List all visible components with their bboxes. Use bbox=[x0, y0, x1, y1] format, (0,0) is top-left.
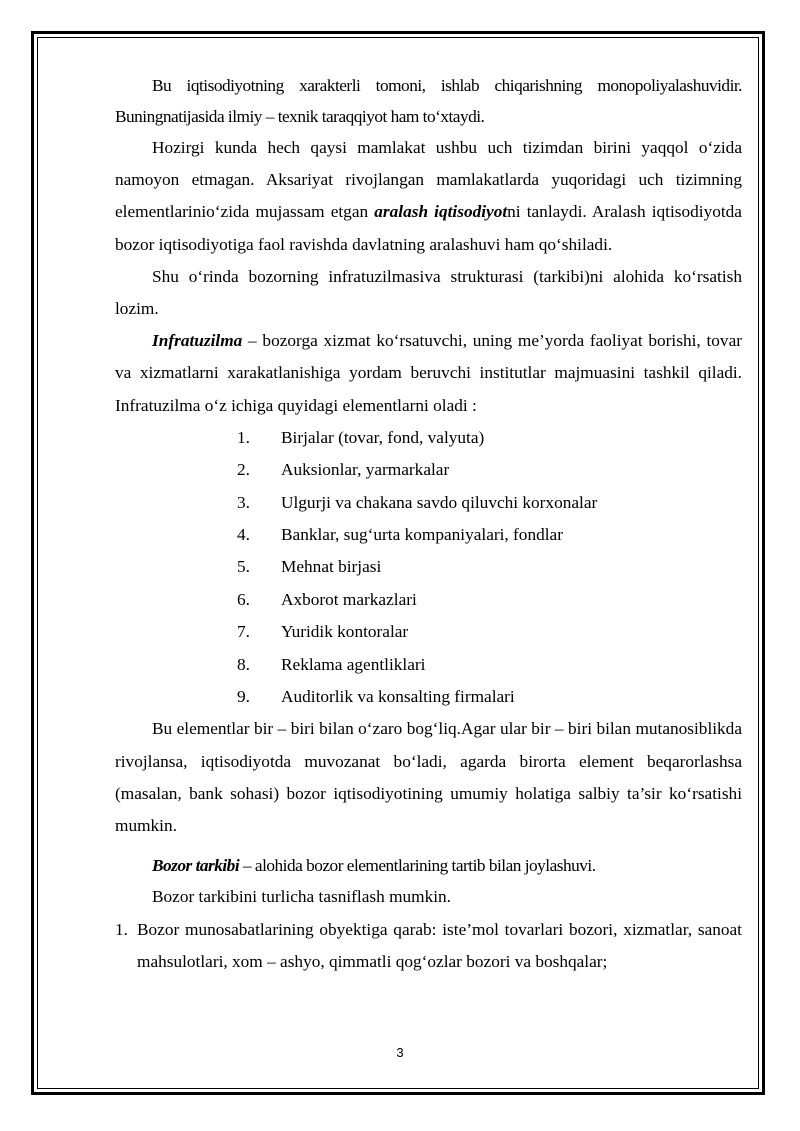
list-item-number: 5. bbox=[237, 557, 250, 577]
page-number: 3 bbox=[396, 1045, 404, 1060]
paragraph-mixed-economy bbox=[115, 132, 742, 261]
list-item-number: 1. bbox=[237, 427, 250, 447]
list-item bbox=[115, 914, 742, 978]
list-item bbox=[115, 551, 742, 583]
list-item bbox=[115, 649, 742, 681]
infrastructure-list bbox=[115, 422, 742, 714]
list-item bbox=[115, 487, 742, 519]
list-item-number: 4. bbox=[237, 525, 250, 545]
classification-list bbox=[115, 914, 742, 978]
term-infrastructure: Infratuzilma bbox=[152, 331, 243, 351]
paragraph-infrastructure-intro: Shu o‘rinda bozorning infratuzilmasiva strukturasi (tarkibi)ni alohida ko‘rsatish lozim. bbox=[115, 266, 742, 319]
list-item bbox=[115, 422, 742, 454]
list-item-text: Mehnat birjasi bbox=[281, 557, 382, 577]
paragraph-text: Hozirgi kunda hech qaysi mamlakat ushbu uch tizimdan birini yaqqol o‘zida namoyon etmagan. Aksariyat rivojlangan mamlakatlarda yuqoridagi uch tizimning elementlarinio‘zida mujassam etgan bbox=[115, 138, 742, 222]
list-item bbox=[115, 454, 742, 486]
list-item-text: Auksionlar, yarmarkalar bbox=[281, 460, 450, 480]
list-item-text: Banklar, sug‘urta kompaniyalari, fondlar bbox=[281, 525, 563, 545]
term-mixed-economy: aralash iqtisodiyot bbox=[374, 202, 508, 222]
list-item bbox=[115, 519, 742, 551]
list-item-number: 7. bbox=[237, 622, 250, 642]
paragraph-elements-relation: Bu elementlar bir – biri bilan o‘zaro bog‘liq.Agar ular bir – biri bilan mutanosiblikda rivojlansa, iqtisodiyotda muvozanat bo‘ladi, agarda birorta element beqarorlashsa (masalan, bank sohasi) bozor iqtisodiyotining umumiy holatiga salbiy ta’sir ko‘rsatishi mumkin. bbox=[115, 719, 742, 836]
list-item-text: Auditorlik va konsalting firmalari bbox=[281, 687, 515, 707]
list-item bbox=[115, 681, 742, 713]
list-item-text: Birjalar (tovar, fond, valyuta) bbox=[281, 427, 485, 447]
list-item-text: Bozor munosabatlarining obyektiga qarab: iste’mol tovarlari bozori, xizmatlar, sanoat mahsulotlari, xom – ashyo, qimmatli qog‘ozlar bozori va boshqalar; bbox=[137, 919, 742, 971]
paragraph-text: – bozorga xizmat ko‘rsatuvchi, uning me’yorda faoliyat borishi, tovar va xizmatlarni xarakatlanishiga yordam beruvchi institutlar majmuasini tashkil qiladi. Infratuzilma o‘z ichiga quyidagi elementlarni oladi : bbox=[115, 331, 742, 415]
paragraph-classification-intro: Bozor tarkibini turlicha tasniflash mumkin. bbox=[152, 887, 452, 907]
paragraph-infrastructure-definition bbox=[115, 325, 742, 422]
list-item-text: Ulgurji va chakana savdo qiluvchi korxonalar bbox=[281, 492, 598, 512]
list-item bbox=[115, 584, 742, 616]
list-item-number: 6. bbox=[237, 589, 250, 609]
list-item-text: Yuridik kontoralar bbox=[281, 622, 409, 642]
list-item-number: 9. bbox=[237, 687, 250, 707]
list-item-number: 2. bbox=[237, 460, 250, 480]
list-item-number: 3. bbox=[237, 492, 250, 512]
list-item-number: 1. bbox=[115, 919, 128, 939]
list-item bbox=[115, 616, 742, 648]
list-item-text: Axborot markazlari bbox=[281, 589, 417, 609]
list-item-text: Reklama agentliklari bbox=[281, 654, 426, 674]
paragraph-text: – alohida bozor elementlarining tartib bilan joylashuvi. bbox=[239, 856, 596, 876]
document-body bbox=[115, 70, 742, 978]
paragraph-monopoly: Bu iqtisodiyotning xarakterli tomoni, ishlab chiqarishning monopoliyalashuvidir. Buningnatijasida ilmiy – texnik taraqqiyot ham to‘xtaydi. bbox=[115, 76, 742, 126]
paragraph-market-structure bbox=[115, 850, 742, 881]
list-item-number: 8. bbox=[237, 654, 250, 674]
term-market-structure: Bozor tarkibi bbox=[152, 856, 240, 876]
paragraph-text: ni tanlaydi. Aralash iqtisodiyotda bozor iqtisodiyotiga faol ravishda davlatning aralashuvi ham qo‘shiladi. bbox=[115, 202, 742, 254]
